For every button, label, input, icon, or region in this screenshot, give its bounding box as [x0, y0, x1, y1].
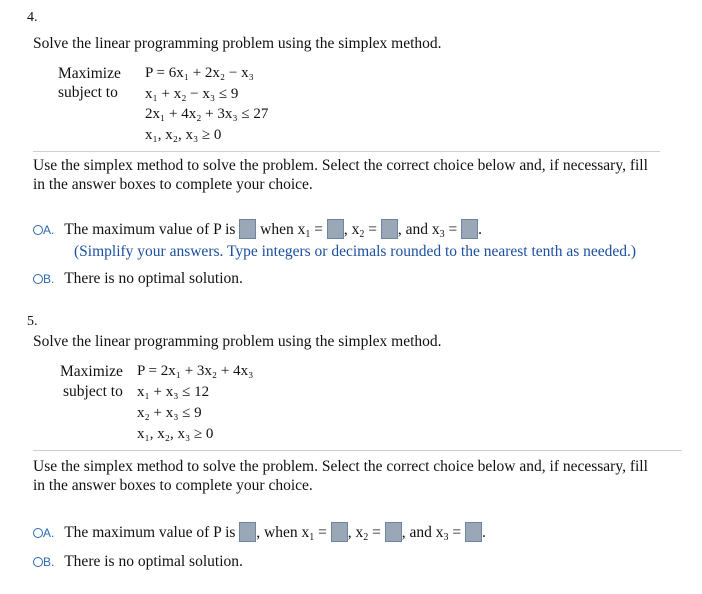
answer-box-x3-5[interactable] — [465, 522, 482, 542]
option-a-label-4: A. — [43, 223, 55, 237]
answer-box-x3-4[interactable] — [461, 219, 478, 239]
comma-4: , — [343, 221, 348, 238]
answer-box-x1-4[interactable] — [327, 219, 344, 239]
option-a-label-5: A. — [43, 526, 55, 540]
question-number-4: 4. — [27, 10, 38, 25]
option-a-when-4: when x — [260, 221, 306, 238]
subject-to-label-4: subject to — [58, 84, 118, 101]
maximize-label-5: Maximize — [60, 363, 123, 380]
answer-box-x2-5[interactable] — [385, 522, 402, 542]
constraint-4-1: x₁ + x₂ − x₃ ≤ 9 — [145, 86, 239, 102]
subject-to-label-5: subject to — [63, 383, 123, 400]
option-a-text-5: The maximum value of P is — [64, 524, 236, 541]
option-a-radio-4[interactable] — [33, 225, 43, 235]
objective-function-5: P = 2x₁ + 3x₂ + 4x₃ — [137, 363, 254, 379]
option-a-row-4: A. The maximum value of P is when $x_1$ = , $x_2$ = , and $x_3$ = . — [33, 219, 482, 239]
option-a-and-5: , and x — [401, 524, 444, 541]
option-a-and-4: , and x — [397, 221, 440, 238]
answer-box-max-p-4[interactable] — [239, 219, 256, 239]
answer-box-x2-4[interactable] — [381, 219, 398, 239]
option-b-text-5: There is no optimal solution. — [64, 553, 243, 570]
constraint-5-3: x₁, x₂, x₃ ≥ 0 — [137, 426, 214, 442]
constraint-5-1: x₁ + x₃ ≤ 12 — [137, 384, 210, 400]
option-b-radio-5[interactable] — [33, 557, 43, 567]
option-a-row-5: A. The maximum value of P is , when $x_1$ = , $x_2$ = , and $x_3$ = . — [33, 522, 486, 542]
option-b-text-4: There is no optimal solution. — [64, 270, 243, 287]
maximize-label-4: Maximize — [58, 65, 121, 82]
objective-function-4: P = 6x₁ + 2x₂ − x₃ — [145, 65, 254, 81]
instruction-4-line1: Use the simplex method to solve the problem. Select the correct choice below and, if necessary, fill — [33, 157, 648, 174]
option-b-label-4: B. — [43, 272, 55, 286]
option-b-row-5 — [33, 553, 243, 571]
constraint-4-2: 2x₁ + 4x₂ + 3x₃ ≤ 27 — [145, 106, 269, 122]
divider-5 — [33, 450, 682, 451]
period-4: . — [478, 221, 483, 238]
constraint-4-3: x₁, x₂, x₃ ≥ 0 — [145, 127, 222, 143]
option-a-when-5: , when x — [256, 524, 310, 541]
constraint-5-2: x₂ + x₃ ≤ 9 — [137, 405, 202, 421]
option-a-text-4: The maximum value of P is — [64, 221, 236, 238]
instruction-5-line2: in the answer boxes to complete your choice. — [33, 477, 313, 494]
divider-4 — [33, 151, 660, 152]
period-5: . — [482, 524, 486, 541]
question-number-5: 5. — [27, 314, 38, 329]
instruction-4-line2: in the answer boxes to complete your choice. — [33, 176, 313, 193]
question-5-prompt: Solve the linear programming problem using the simplex method. — [33, 333, 442, 350]
option-a-note-4: (Simplify your answers. Type integers or decimals rounded to the nearest tenth as needed.) — [74, 243, 637, 260]
option-a-radio-5[interactable] — [33, 528, 43, 538]
option-a-x2-5: x — [355, 524, 364, 541]
option-b-radio-4[interactable] — [33, 274, 43, 284]
instruction-5-line1: Use the simplex method to solve the problem. Select the correct choice below and, if necessary, fill — [33, 458, 648, 475]
question-4-prompt: Solve the linear programming problem using the simplex method. — [33, 35, 442, 52]
answer-box-max-p-5[interactable] — [239, 522, 256, 542]
option-b-label-5: B. — [43, 555, 55, 569]
option-b-row-4 — [33, 270, 243, 288]
answer-box-x1-5[interactable] — [331, 522, 348, 542]
option-a-x2-4: x — [351, 221, 360, 238]
